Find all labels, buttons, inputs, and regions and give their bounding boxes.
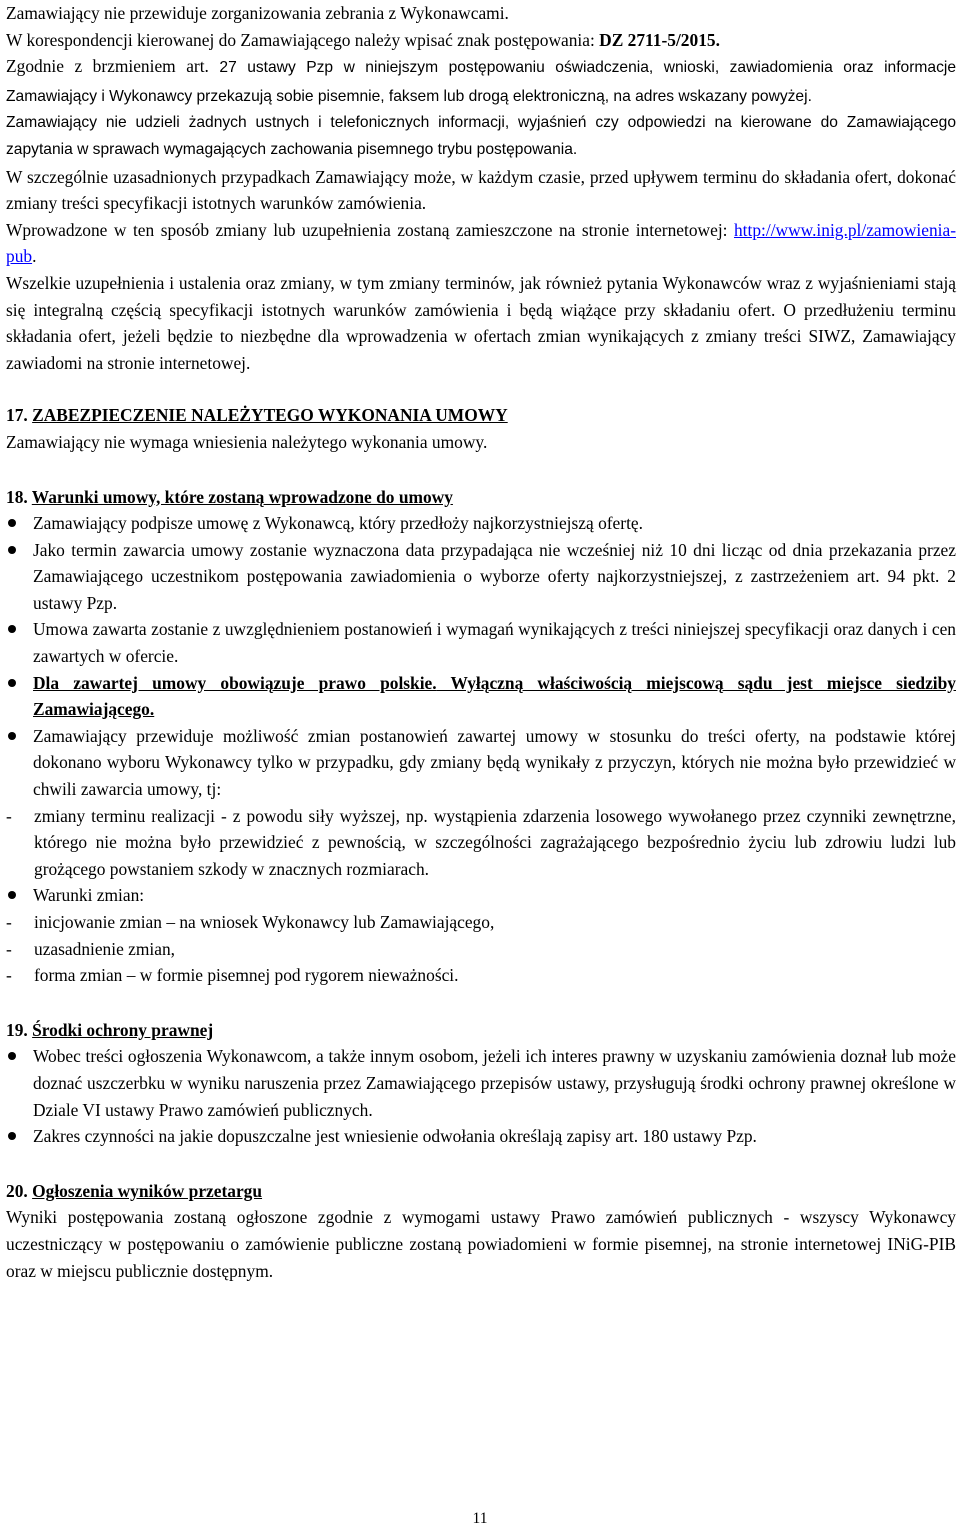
section-19-heading — [6, 1017, 956, 1044]
intro-paragraph-no-oral-info: Zamawiający nie udzieli żadnych ustnych i telefonicznych informacji, wyjaśnień czy odpowiedzi na kierowane do Zamawiającego zapytania w sprawach wymagających zachowania pisemnego trybu postępowania. — [6, 114, 956, 158]
section-19-title: Środki ochrony prawnej — [32, 1019, 214, 1040]
dash-marker: - — [6, 965, 12, 986]
section-17-heading — [6, 402, 956, 429]
section-17-title: ZABEZPIECZENIE NALEŻYTEGO WYKONANIA UMOWY — [32, 405, 508, 426]
dash-marker: - — [6, 805, 12, 826]
dash-item — [6, 803, 956, 883]
page-number: 11 — [472, 1510, 488, 1527]
list-item — [6, 723, 956, 883]
intro-paragraph-reference — [6, 27, 956, 54]
section-17-number: 17. — [6, 405, 28, 426]
list-item: Zamawiający podpisze umowę z Wykonawcą, który przedłoży najkorzystniejszą ofertę. — [6, 510, 956, 537]
intro-paragraph-website — [6, 217, 956, 270]
list-item: Zakres czynności na jakie dopuszczalne jest wniesienie odwołania określają zapisy art. 180 ustawy Pzp. — [6, 1123, 956, 1150]
intro-paragraph-changes: W szczególnie uzasadnionych przypadkach Zamawiający może, w każdym czasie, przed upływem terminu do składania ofert, dokonać zmiany treści specyfikacji istotnych warunków zamówienia. — [6, 166, 956, 214]
reference-text: W korespondencji kierowanej do Zamawiającego należy wpisać znak postępowania: — [6, 29, 600, 50]
section-19-number: 19. — [6, 1019, 28, 1040]
list-item: Jako termin zawarcia umowy zostanie wyznaczona data przypadająca nie wcześniej niż 10 dni licząc od dnia przekazania przez Zamawiającego uczestnikom postępowania zawiadomienia o wyborze oferty najkorzystniejszej, z zastrzeżeniem art. 94 pkt. 2 ustawy Pzp. — [6, 537, 956, 617]
communication-text-rest: 27 ustawy Pzp w niniejszym postępowaniu oświadczenia, wnioski, zawiadomienia oraz informacje Zamawiający i Wykonawcy przekazują sobie pisemnie, faksem lub drogą elektroniczną, na adres wskazany powyżej. — [6, 59, 957, 105]
reference-code: DZ 2711-5/2015. — [599, 29, 720, 50]
dash-item — [6, 936, 956, 963]
list-item — [6, 882, 956, 988]
dash-marker: - — [6, 938, 12, 959]
section-17-text: Zamawiający nie wymaga wniesienia należytego wykonania umowy. — [6, 431, 488, 452]
website-link[interactable]: http://www.inig.pl/zamowienia-pub — [6, 219, 956, 267]
jurisdiction-statement: Wyłączną właściwością miejscową sądu jest miejsce siedziby Zamawiającego. — [33, 672, 956, 720]
section-18-title: Warunki umowy, które zostaną wprowadzone do umowy — [31, 486, 453, 507]
website-end: . — [32, 246, 37, 267]
list-item: Wobec treści ogłoszenia Wykonawcom, a także innym osobom, jeżeli ich interes prawny w uzyskaniu zamówienia doznał lub może doznać uszczerbku w wyniku naruszenia przez Zamawiającego przepisów ustawy, przysługują środki ochrony prawnej określone w Dziale VI ustawy Prawo zamówień publicznych. — [6, 1043, 956, 1123]
section-20-heading — [6, 1178, 956, 1205]
dash-text: inicjowanie zmian – na wniosek Wykonawcy lub Zamawiającego, — [34, 912, 495, 932]
list-item — [6, 670, 956, 723]
section-20-number: 20. — [6, 1180, 28, 1201]
dash-text: zmiany terminu realizacji - z powodu siły wyższej, np. wystąpienia zdarzenia losowego wywołanego przez czynniki zewnętrzne, którego nie można było przewidzieć z pewnością, w szczególności zagrażającego bezpośrednio życiu lub zdrowiu ludzi lub grożącego powstaniem szkody w znacznych rozmiarach. — [34, 805, 956, 879]
law-statement: Dla zawartej umowy obowiązuje prawo polskie. — [33, 672, 437, 693]
intro-paragraph-meeting: Zamawiający nie przewiduje zorganizowania zebrania z Wykonawcami. — [6, 3, 509, 23]
intro-paragraph-communication — [6, 53, 956, 110]
changes-text: Zamawiający przewiduje możliwość zmian postanowień zawartej umowy w stosunku do treści oferty, na podstawie której dokonano wyboru Wykonawcy tylko w przypadku, gdy zmiany będą wynikały z przyczyn, których nie można było przewidzieć w chwili zawarcia umowy, tj: — [33, 725, 956, 800]
dash-text: uzasadnienie zmian, — [34, 938, 175, 959]
communication-text-start: Zgodnie z brzmieniem art. — [6, 56, 220, 77]
intro-paragraph-supplements: Wszelkie uzupełnienia i ustalenia oraz zmiany, w tym zmiany terminów, jak również pytania Wykonawców wraz z wyjaśnieniami stają się integralną częścią specyfikacji istotnych warunków zamówienia i będą wiążące przy składaniu ofert. O przedłużeniu terminu składania ofert, jeżeli będzie to niezbędne dla wprowadzenia w ofertach zmian wynikających z zmiany treści SIWZ, Zamawiający zawiadomi na stronie internetowej. — [6, 272, 956, 373]
section-20-title: Ogłoszenia wyników przetargu — [32, 1180, 263, 1201]
website-text: Wprowadzone w ten sposób zmiany lub uzupełnienia zostaną zamieszczone na stronie internetowej: — [6, 219, 734, 240]
list-item: Umowa zawarta zostanie z uwzględnieniem postanowień i wymagań wynikających z treści niniejszej specyfikacji oraz danych i cen zawartych w ofercie. — [6, 616, 956, 669]
section-18-number: 18. — [6, 486, 28, 507]
section-18-list — [6, 510, 956, 989]
dash-marker: - — [6, 912, 12, 932]
dash-item — [6, 962, 956, 989]
section-20-text: Wyniki postępowania zostaną ogłoszone zgodnie z wymogami ustawy Prawo zamówień publicznych - wszyscy Wykonawcy uczestniczący w postępowaniu o zamówienie publiczne zostaną powiadomieni w formie pisemnej, na stronie internetowej INiG-PIB oraz w miejscu publicznie dostępnym. — [6, 1207, 956, 1281]
dash-text: forma zmian – w formie pisemnej pod rygorem nieważności. — [34, 965, 459, 986]
section-18-heading — [6, 484, 956, 511]
document-page — [6, 0, 956, 1284]
section-19-list — [6, 1043, 956, 1149]
change-conditions-label: Warunki zmian: — [33, 885, 145, 906]
dash-item — [6, 909, 956, 936]
